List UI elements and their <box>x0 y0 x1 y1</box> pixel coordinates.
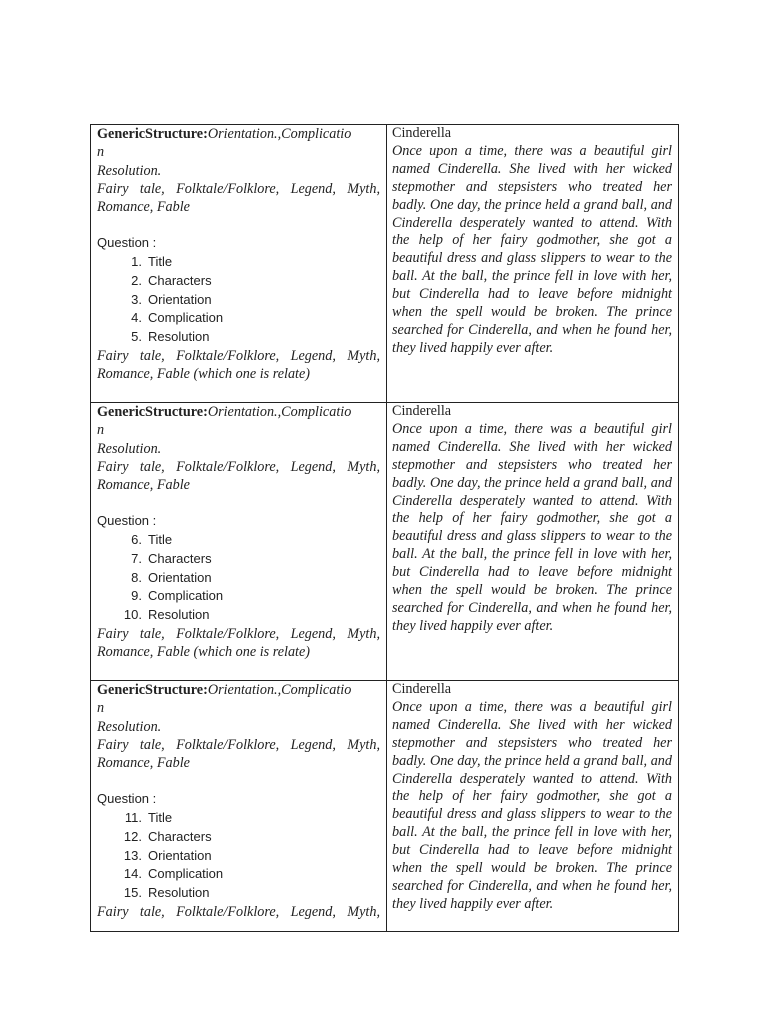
generic-structure-value: Orientation.,Complicatio <box>207 126 352 142</box>
generic-structure-label: GenericStructure: <box>97 404 208 420</box>
genre-note-line: Fairy tale, Folktale/Folklore, Legend, Myth, <box>97 904 380 921</box>
generic-structure-label: GenericStructure: <box>97 682 208 698</box>
generic-structure-line <box>97 125 380 143</box>
story-text: Once upon a time, there was a beautiful girl named Cinderella. She lived with her wicked stepmother and stepsisters who treated her badly. One day, the prince held a grand ball, and Cinderella desperately wanted to attend. With the help of her fairy godmother, she got a beautiful dress and glass slippers to wear to the ball. At the ball, the prince fell in love with her, but Cinderella had to leave before midnight when the spell would be broken. The prince searched for Cinderella, and when he found her, they lived happily ever after. <box>392 420 672 634</box>
generic-structure-value: Orientation.,Complicatio <box>207 682 352 698</box>
genres-line: Romance, Fable <box>97 755 190 772</box>
question-number: 11. <box>124 810 142 826</box>
table-row <box>91 681 679 932</box>
question-list <box>97 253 380 347</box>
story-cell <box>387 125 679 403</box>
list-item <box>97 884 380 903</box>
question-number: 7. <box>131 550 142 566</box>
genres-line: Romance, Fable <box>97 199 190 216</box>
question-text: Characters <box>148 550 212 566</box>
resolution-line: Resolution. <box>97 162 162 179</box>
question-text: Orientation <box>148 847 212 863</box>
instructions-cell <box>91 125 387 403</box>
question-text: Resolution <box>148 607 210 623</box>
list-item <box>97 291 380 310</box>
generic-structure-value-wrap: n <box>97 422 105 439</box>
list-item <box>97 328 380 347</box>
question-number: 9. <box>131 588 142 604</box>
list-item <box>97 847 380 866</box>
genre-note-line: Fairy tale, Folktale/Folklore, Legend, Myth, <box>97 626 380 643</box>
list-item <box>97 865 380 884</box>
question-label: Question : <box>97 235 157 251</box>
instructions-cell <box>91 403 387 681</box>
question-text: Title <box>148 532 173 548</box>
question-number: 8. <box>131 569 142 585</box>
question-text: Characters <box>148 828 212 844</box>
question-number: 10. <box>123 607 142 623</box>
list-item <box>97 828 380 847</box>
question-text: Complication <box>148 866 224 882</box>
table-row <box>91 403 679 681</box>
question-text: Complication <box>148 310 224 326</box>
story-cell <box>387 403 679 681</box>
worksheet-table <box>90 124 679 932</box>
question-text: Complication <box>148 588 224 604</box>
generic-structure-value-wrap: n <box>97 700 105 717</box>
question-text: Resolution <box>148 329 210 345</box>
story-title: Cinderella <box>392 125 452 141</box>
question-number: 13. <box>123 847 142 863</box>
story-cell <box>387 681 679 932</box>
question-number: 15. <box>123 885 142 901</box>
question-text: Orientation <box>148 569 212 585</box>
resolution-line: Resolution. <box>97 718 162 735</box>
list-item <box>97 550 380 569</box>
story-title: Cinderella <box>392 681 452 697</box>
story-title: Cinderella <box>392 403 452 419</box>
list-item <box>97 569 380 588</box>
resolution-line: Resolution. <box>97 440 162 457</box>
list-item <box>97 606 380 625</box>
genre-note-line: Fairy tale, Folktale/Folklore, Legend, Myth, <box>97 348 380 365</box>
question-text: Title <box>148 254 173 270</box>
question-text: Orientation <box>148 291 212 307</box>
question-text: Title <box>148 810 173 826</box>
question-number: 14. <box>123 866 142 882</box>
list-item <box>97 272 380 291</box>
genres-line: Fairy tale, Folktale/Folklore, Legend, Myth, <box>97 736 380 753</box>
story-text: Once upon a time, there was a beautiful girl named Cinderella. She lived with her wicked stepmother and stepsisters who treated her badly. One day, the prince held a grand ball, and Cinderella desperately wanted to attend. With the help of her fairy godmother, she got a beautiful dress and glass slippers to wear to the ball. At the ball, the prince fell in love with her, but Cinderella had to leave before midnight when the spell would be broken. The prince searched for Cinderella, and when he found her, they lived happily ever after. <box>392 698 672 912</box>
question-number: 5. <box>131 329 142 345</box>
genres-line: Fairy tale, Folktale/Folklore, Legend, Myth, <box>97 180 380 197</box>
question-list <box>97 809 380 903</box>
genres-line: Fairy tale, Folktale/Folklore, Legend, Myth, <box>97 458 380 475</box>
genre-note-line: Romance, Fable (which one is relate) <box>97 644 311 661</box>
genre-note-line: Romance, Fable (which one is relate) <box>97 366 311 383</box>
question-number: 3. <box>131 291 142 307</box>
question-number: 2. <box>131 272 142 288</box>
question-number: 6. <box>131 532 142 548</box>
generic-structure-line <box>97 681 380 699</box>
generic-structure-line <box>97 403 380 421</box>
question-number: 1. <box>131 254 142 270</box>
list-item <box>97 531 380 550</box>
question-label: Question : <box>97 791 157 807</box>
story-text: Once upon a time, there was a beautiful girl named Cinderella. She lived with her wicked stepmother and stepsisters who treated her badly. One day, the prince held a grand ball, and Cinderella desperately wanted to attend. With the help of her fairy godmother, she got a beautiful dress and glass slippers to wear to the ball. At the ball, the prince fell in love with her, but Cinderella had to leave before midnight when the spell would be broken. The prince searched for Cinderella, and when he found her, they lived happily ever after. <box>392 142 672 356</box>
table-row <box>91 125 679 403</box>
generic-structure-value: Orientation.,Complicatio <box>207 404 352 420</box>
list-item <box>97 253 380 272</box>
list-item <box>97 809 380 828</box>
list-item <box>97 587 380 606</box>
list-item <box>97 309 380 328</box>
instructions-cell <box>91 681 387 932</box>
question-label: Question : <box>97 513 157 529</box>
question-number: 12. <box>123 828 142 844</box>
question-list <box>97 531 380 625</box>
question-text: Characters <box>148 272 212 288</box>
genres-line: Romance, Fable <box>97 477 190 494</box>
question-text: Resolution <box>148 885 210 901</box>
generic-structure-value-wrap: n <box>97 144 105 161</box>
question-number: 4. <box>131 310 142 326</box>
generic-structure-label: GenericStructure: <box>97 126 208 142</box>
